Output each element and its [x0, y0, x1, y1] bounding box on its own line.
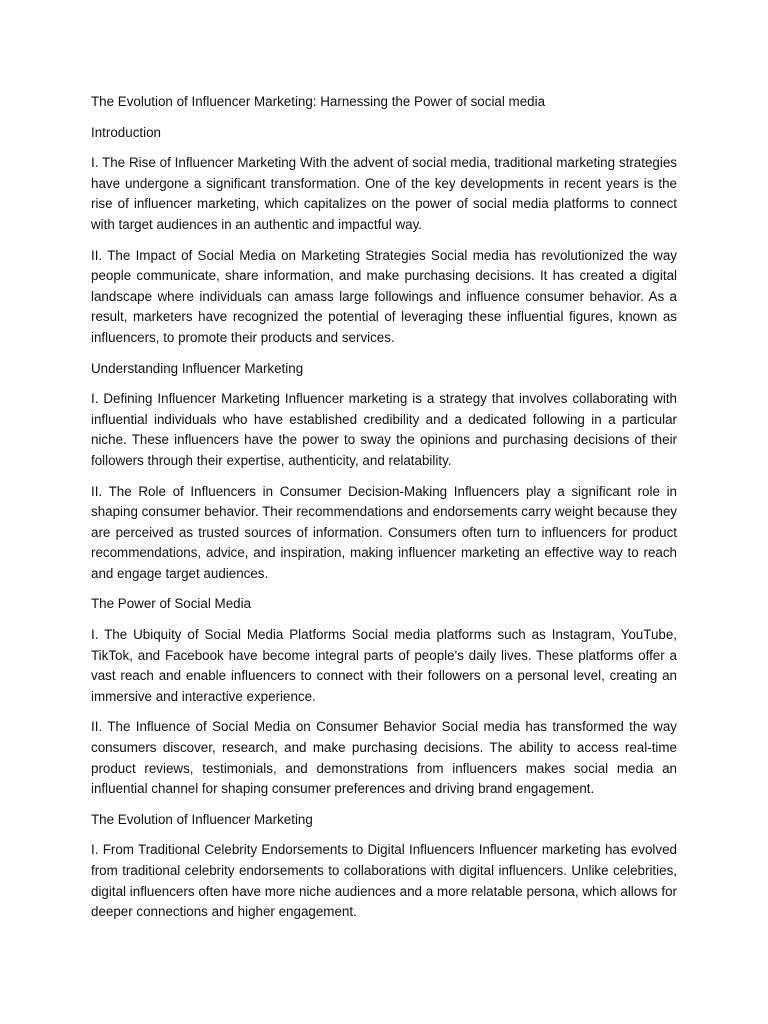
paragraph-ubiquity-of-platforms: I. The Ubiquity of Social Media Platforms Social media platforms such as Instagram, YouTube, TikTok, and Facebook have become integral parts of people's daily lives. These platforms offer a vast reach and enable influencers to connect with their followers on a personal level, creating an immersive and interactive experience. — [91, 627, 677, 704]
paragraph-influence-on-consumer-behavior: II. The Influence of Social Media on Consumer Behavior Social media has transformed the way consumers discover, research, and make purchasing decisions. The ability to access real-time product reviews, testimonials, and demonstrations from influencers makes social media an influential channel for shaping consumer preferences and driving brand engagement. — [91, 719, 677, 797]
paragraph-celebrity-to-digital: I. From Traditional Celebrity Endorsements to Digital Influencers Influencer marketing has evolved from traditional celebrity endorsements to collaborations with digital influencers. Unlike celebrities, digital influencers often have more niche audiences and a more relatable persona, which allows for deeper connections and higher engagement. — [91, 842, 677, 920]
paragraph-rise-of-influencer-marketing: I. The Rise of Influencer Marketing With the advent of social media, traditional marketing strategies have undergone a significant transformation. One of the key developments in recent years is the rise of influencer marketing, which capitalizes on the power of social media platforms to connect with target audiences in an authentic and impactful way. — [91, 155, 677, 232]
paragraph-role-of-influencers: II. The Role of Influencers in Consumer Decision-Making Influencers play a significant role in shaping consumer behavior. Their recommendations and endorsements carry weight because they are perceived as trusted sources of information. Consumers often turn to influencers for product recommendations, advice, and inspiration, making influencer marketing an effective way to reach and engage target audiences. — [91, 483, 677, 581]
section-heading-understanding: Understanding Influencer Marketing — [91, 360, 304, 376]
section-heading-power-of-social-media: The Power of Social Media — [91, 596, 252, 612]
paragraph-defining-influencer-marketing: I. Defining Influencer Marketing Influencer marketing is a strategy that involves collaborating with influential individuals who have established credibility and a dedicated following in a particular niche. These influencers have the power to sway the opinions and purchasing decisions of their followers through their expertise, authenticity, and relatability. — [91, 391, 677, 468]
document-page — [91, 92, 677, 933]
document-title: The Evolution of Influencer Marketing: Harnessing the Power of social media — [91, 94, 546, 109]
paragraph-impact-of-social-media: II. The Impact of Social Media on Marketing Strategies Social media has revolutionized the way people communicate, share information, and make purchasing decisions. It has created a digital landscape where individuals can amass large followings and influence consumer behavior. As a result, marketers have recognized the potential of leveraging these influential figures, known as influencers, to promote their products and services. — [91, 247, 677, 345]
section-heading-introduction: Introduction — [91, 124, 161, 140]
section-heading-evolution: The Evolution of Influencer Marketing — [91, 811, 313, 827]
